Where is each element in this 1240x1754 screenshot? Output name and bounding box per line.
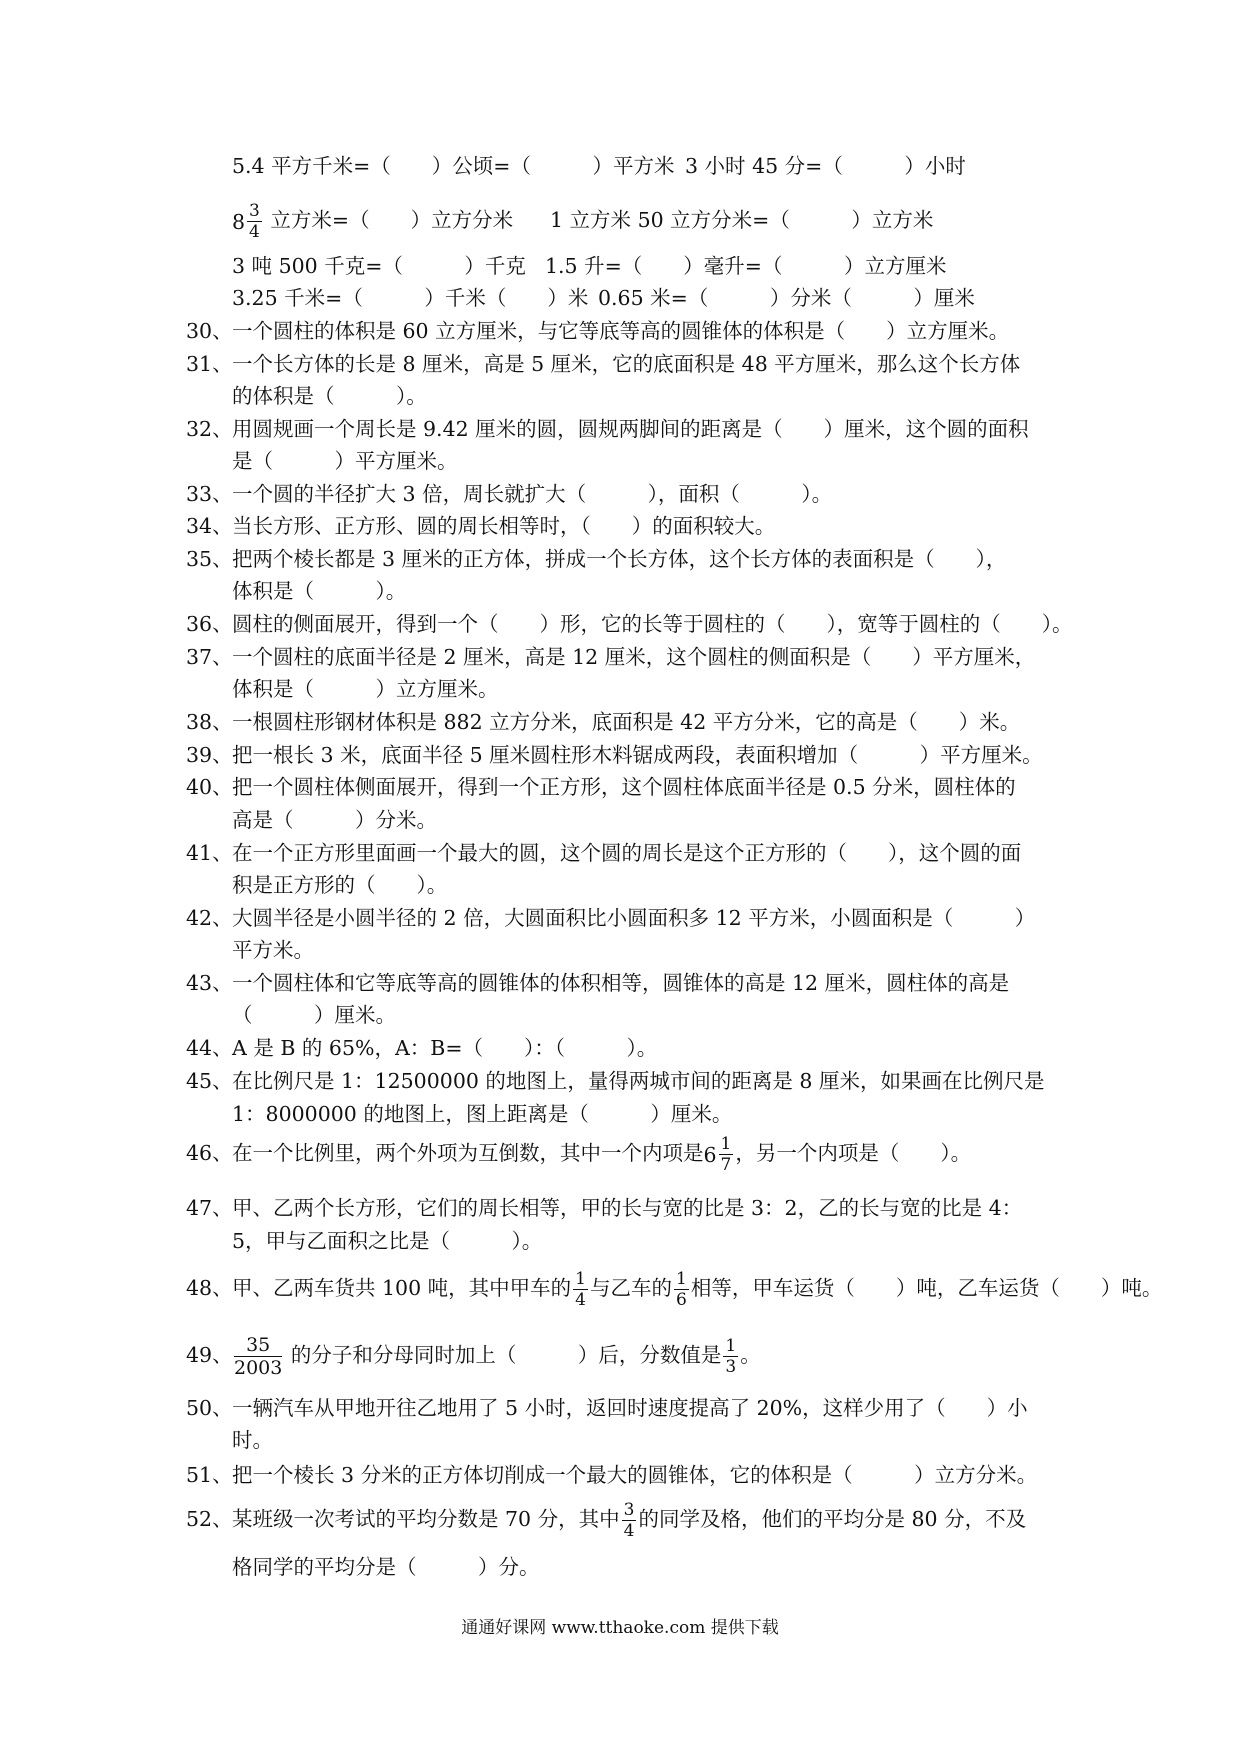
question-38 <box>0 705 1240 739</box>
fraction-denominator: 4 <box>249 222 260 242</box>
question-number: 51、 <box>186 1463 233 1487</box>
question-text: 的体积是（ ）。 <box>232 384 427 408</box>
question-number: 37、 <box>186 645 233 669</box>
question-text: 体积是（ ）立方厘米。 <box>232 677 499 701</box>
question-number: 52、 <box>186 1507 233 1531</box>
fraction-denominator: 6 <box>676 1290 687 1310</box>
question-text-part: ，另一个内项是（ ）。 <box>735 1141 972 1165</box>
question-52 <box>0 1496 1240 1542</box>
question-33 <box>0 477 1240 511</box>
fraction-numerator: 3 <box>623 1500 635 1520</box>
fraction <box>719 1134 734 1175</box>
question-text <box>232 1130 971 1178</box>
mixed-number-whole: 6 <box>703 1142 717 1167</box>
question-34 <box>0 509 1240 543</box>
conversion-item: 0.65 米=（ ）分米（ ）厘米 <box>598 286 975 310</box>
conversion-item: 1 立方米 50 立方分米=（ ）立方米 <box>550 208 934 232</box>
question-number: 43、 <box>186 971 233 995</box>
question-text: 当长方形、正方形、圆的周长相等时，（ ）的面积较大。 <box>232 514 776 538</box>
question-35 <box>0 542 1240 576</box>
conversion-item: 5.4 平方千米=（ ）公顷=（ ）平方米 <box>232 154 675 178</box>
question-text: 一个圆柱的体积是 60 立方厘米，与它等底等高的圆锥体的体积是（ ）立方厘米。 <box>232 319 1010 343</box>
question-46 <box>0 1130 1240 1176</box>
question-text: 1：8000000 的地图上，图上距离是（ ）厘米。 <box>232 1102 733 1126</box>
question-text <box>232 1265 1162 1311</box>
fraction-numerator: 1 <box>575 1269 586 1289</box>
conversion-row <box>0 197 1240 243</box>
question-36 <box>0 607 1240 641</box>
question-text: 积是正方形的（ ）。 <box>232 873 448 897</box>
question-number: 42、 <box>186 906 233 930</box>
question-32-line2 <box>0 444 1240 478</box>
fraction-denominator: 7 <box>720 1155 732 1175</box>
question-text: 把一根长 3 米，底面半径 5 厘米圆柱形木料锯成两段，表面积增加（ ）平方厘米。 <box>232 743 1043 767</box>
conversion-item: 3 吨 500 千克=（ ）千克 <box>232 254 526 278</box>
fraction <box>674 1269 689 1310</box>
question-number: 50、 <box>186 1396 233 1420</box>
question-text: 用圆规画一个周长是 9.42 厘米的圆，圆规两脚间的距离是（ ）厘米，这个圆的面积 <box>232 417 1029 441</box>
question-40-line2 <box>0 803 1240 837</box>
question-43-line2 <box>0 998 1240 1032</box>
question-45-line2 <box>0 1097 1240 1131</box>
question-number: 41、 <box>186 841 233 865</box>
fraction-numerator: 1 <box>725 1336 737 1356</box>
conversion-text: 立方米=（ ）立方分米 <box>270 208 514 232</box>
question-number: 39、 <box>186 743 233 767</box>
question-text <box>232 1496 1026 1542</box>
question-text: 在比例尺是 1：12500000 的地图上，量得两城市间的距离是 8 厘米，如果画在比例尺是 <box>232 1069 1045 1093</box>
question-44 <box>0 1031 1240 1065</box>
fraction-denominator: 2003 <box>234 1357 283 1379</box>
question-text-part: 相等，甲车运货（ ）吨，乙车运货（ ）吨。 <box>690 1276 1163 1300</box>
question-42-line2 <box>0 933 1240 967</box>
fraction <box>622 1500 637 1541</box>
fraction-denominator: 4 <box>575 1290 586 1310</box>
question-text: 一个圆的半径扩大 3 倍，周长就扩大（ ），面积（ ）。 <box>232 482 833 506</box>
question-text-part: 某班级一次考试的平均分数是 70 分，其中 <box>232 1507 620 1531</box>
question-text: 一根圆柱形钢材体积是 882 立方分米，底面积是 42 平方分米，它的高是（ ）米。 <box>232 710 1021 734</box>
question-50 <box>0 1391 1240 1425</box>
question-37-line2 <box>0 672 1240 706</box>
question-37 <box>0 640 1240 674</box>
fraction-numerator: 35 <box>234 1334 282 1357</box>
question-35-line2 <box>0 574 1240 608</box>
question-41 <box>0 836 1240 870</box>
question-45 <box>0 1064 1240 1098</box>
question-number: 40、 <box>186 775 233 799</box>
fraction <box>723 1336 738 1377</box>
question-text: 一个圆柱的底面半径是 2 厘米，高是 12 厘米，这个圆柱的侧面积是（ ）平方厘米， <box>232 645 1036 669</box>
question-number: 31、 <box>186 352 233 376</box>
question-text: 5，甲与乙面积之比是（ ）。 <box>232 1229 543 1253</box>
question-text: 在一个正方形里面画一个最大的圆，这个圆的周长是这个正方形的（ ），这个圆的面 <box>232 841 1022 865</box>
question-text: 甲、乙两个长方形，它们的周长相等，甲的长与宽的比是 3：2，乙的长与宽的比是 4： <box>232 1196 1023 1220</box>
question-text-part: 的同学及格，他们的平均分是 80 分，不及 <box>638 1507 1027 1531</box>
question-48 <box>0 1265 1240 1311</box>
question-30 <box>0 314 1240 348</box>
page-footer: 通通好课网 www.tthaoke.com 提供下载 <box>461 1618 779 1638</box>
question-text: （ ）厘米。 <box>232 1003 396 1027</box>
mixed-number-whole: 8 <box>232 209 246 234</box>
question-number: 44、 <box>186 1036 233 1060</box>
question-number: 38、 <box>186 710 233 734</box>
question-31-line2 <box>0 379 1240 413</box>
question-42 <box>0 901 1240 935</box>
question-number: 32、 <box>186 417 233 441</box>
question-text: 格同学的平均分是（ ）分。 <box>232 1555 540 1579</box>
question-text: 一辆汽车从甲地开往乙地用了 5 小时，返回时速度提高了 20%，这样少用了（ ）小 <box>232 1396 1028 1420</box>
question-number: 47、 <box>186 1196 233 1220</box>
question-text: 体积是（ ）。 <box>232 579 407 603</box>
question-number: 45、 <box>186 1069 233 1093</box>
fraction-numerator: 1 <box>720 1134 732 1154</box>
conversion-row <box>0 281 1240 315</box>
fraction <box>247 201 262 242</box>
question-text: A 是 B 的 65%，A：B=（ ）：（ ）。 <box>232 1036 658 1060</box>
question-text-part: 在一个比例里，两个外项为互倒数，其中一个内项是 <box>232 1141 704 1165</box>
question-text-part: 与乙车的 <box>590 1276 672 1300</box>
question-43 <box>0 966 1240 1000</box>
conversion-row <box>0 249 1240 283</box>
question-51 <box>0 1458 1240 1492</box>
question-number: 46、 <box>186 1141 233 1165</box>
question-text: 把一个棱长 3 分米的正方体切削成一个最大的圆锥体，它的体积是（ ）立方分米。 <box>232 1463 1038 1487</box>
question-text-part: 。 <box>740 1343 761 1367</box>
question-number: 36、 <box>186 612 233 636</box>
question-number: 34、 <box>186 514 233 538</box>
conversion-item: 1.5 升=（ ）毫升=（ ）立方厘米 <box>545 254 947 278</box>
question-text: 一个长方体的长是 8 厘米，高是 5 厘米，它的底面积是 48 平方厘米，那么这个长方体 <box>232 352 1021 376</box>
fraction-denominator: 4 <box>623 1521 635 1541</box>
question-number: 48、 <box>186 1276 233 1300</box>
question-text: 时。 <box>232 1428 273 1452</box>
question-41-line2 <box>0 868 1240 902</box>
question-text: 平方米。 <box>232 938 314 962</box>
question-text: 一个圆柱体和它等底等高的圆锥体的体积相等，圆锥体的高是 12 厘米，圆柱体的高是 <box>232 971 1010 995</box>
conversion-item: 3 小时 45 分=（ ）小时 <box>685 154 966 178</box>
fraction <box>234 1334 282 1379</box>
question-text: 把两个棱长都是 3 厘米的正方体，拼成一个长方体，这个长方体的表面积是（ ）， <box>232 547 1007 571</box>
question-32 <box>0 412 1240 446</box>
question-number: 30、 <box>186 319 233 343</box>
question-47-line2 <box>0 1224 1240 1258</box>
question-31 <box>0 347 1240 381</box>
fraction-numerator: 1 <box>676 1269 687 1289</box>
question-number: 35、 <box>186 547 233 571</box>
question-text: 大圆半径是小圆半径的 2 倍，大圆面积比小圆面积多 12 平方米，小圆面积是（ ） <box>232 906 1036 930</box>
question-50-line2 <box>0 1423 1240 1457</box>
question-39 <box>0 738 1240 772</box>
conversion-row <box>0 149 1240 183</box>
fraction-denominator: 3 <box>725 1357 737 1377</box>
question-text: 圆柱的侧面展开，得到一个（ ）形，它的长等于圆柱的（ ），宽等于圆柱的（ ）。 <box>232 612 1073 636</box>
fraction <box>573 1269 588 1310</box>
question-text: 是（ ）平方厘米。 <box>232 449 458 473</box>
question-40 <box>0 770 1240 804</box>
conversion-item: 3.25 千米=（ ）千米（ ）米 <box>232 286 589 310</box>
question-52-line2 <box>0 1550 1240 1584</box>
question-text <box>232 1330 761 1380</box>
question-number: 33、 <box>186 482 233 506</box>
question-text: 把一个圆柱体侧面展开，得到一个正方形，这个圆柱体底面半径是 0.5 分米，圆柱体的 <box>232 775 1016 799</box>
question-49 <box>0 1330 1240 1380</box>
question-text-part: 的分子和分母同时加上（ ）后，分数值是 <box>290 1343 722 1367</box>
question-number: 49、 <box>186 1343 233 1367</box>
fraction-numerator: 3 <box>249 201 260 221</box>
conversion-item <box>232 197 513 245</box>
question-47 <box>0 1191 1240 1225</box>
question-text: 高是（ ）分米。 <box>232 808 437 832</box>
question-text-part: 甲、乙两车货共 100 吨，其中甲车的 <box>232 1276 572 1300</box>
